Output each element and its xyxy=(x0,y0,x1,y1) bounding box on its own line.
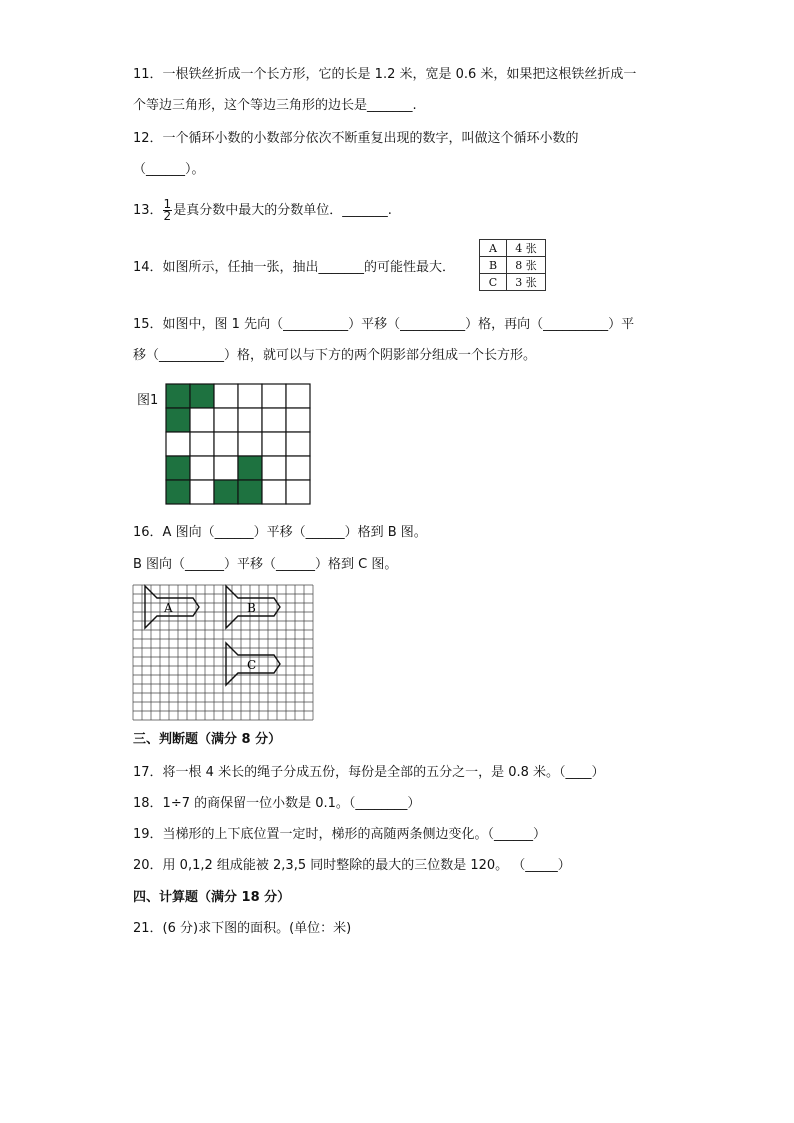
card-label: A xyxy=(480,240,507,257)
card-label: C xyxy=(480,274,507,291)
q12-line1: 12．一个循环小数的小数部分依次不断重复出现的数字，叫做这个循环小数的 xyxy=(133,131,579,146)
grid-cell xyxy=(286,480,310,504)
grid-cell xyxy=(286,408,310,432)
grid-cell xyxy=(166,432,190,456)
shaded-cell xyxy=(166,408,190,432)
grid-cell xyxy=(262,384,286,408)
shape-c-label: C xyxy=(247,658,257,672)
grid-cell xyxy=(286,432,310,456)
grid-cell xyxy=(190,432,214,456)
q13-fraction xyxy=(163,199,173,222)
grid-cell xyxy=(214,384,238,408)
shaded-cell xyxy=(166,384,190,408)
grid-cell xyxy=(262,456,286,480)
q13-text: 是真分数中最大的分数单位．_______. xyxy=(173,203,392,218)
shaded-cell xyxy=(214,480,238,504)
shape-b-label: B xyxy=(247,601,256,615)
section-4-heading: 四、计算题（满分 18 分） xyxy=(133,890,291,905)
shape-a-label: A xyxy=(164,601,173,615)
q13-frac-num: 1 xyxy=(163,197,172,211)
card-count: 8 张 xyxy=(507,257,546,274)
shaded-cell xyxy=(190,384,214,408)
q11-line1: 11．一根铁丝折成一个长方形，它的长是 1.2 米，宽是 0.6 米，如果把这根铁丝折成一 xyxy=(133,67,637,82)
grid-cell xyxy=(238,408,262,432)
grid-cell xyxy=(238,384,262,408)
q21-line: 21．(6 分)求下图的面积。(单位：米) xyxy=(133,921,352,936)
q15-line2: 移（__________）格，就可以与下方的两个阴影部分组成一个长方形。 xyxy=(133,348,537,363)
q12-line2: （______）。 xyxy=(133,162,205,177)
figure-1-grid xyxy=(165,383,315,507)
figure-1-label: 图1 xyxy=(137,393,159,408)
q13-frac-den: 2 xyxy=(163,209,172,223)
q16-line1: 16．A 图向（______）平移（______）格到 B 图。 xyxy=(133,525,427,540)
grid-cell xyxy=(286,456,310,480)
q19-line: 19．当梯形的上下底位置一定时，梯形的高随两条侧边变化。（______） xyxy=(133,827,547,842)
grid-cell xyxy=(214,456,238,480)
grid-cell xyxy=(262,432,286,456)
grid-lines xyxy=(133,585,313,720)
q14-card-table xyxy=(479,239,546,291)
grid-cell xyxy=(286,384,310,408)
translation-grid xyxy=(130,583,320,723)
grid-cell xyxy=(238,432,262,456)
grid-cell xyxy=(190,408,214,432)
table-row xyxy=(480,240,546,257)
table-row xyxy=(480,274,546,291)
shaded-cell xyxy=(166,480,190,504)
q14-line: 14．如图所示，任抽一张，抽出_______的可能性最大． xyxy=(133,260,456,275)
q18-line: 18．1÷7 的商保留一位小数是 0.1。（________） xyxy=(133,796,421,811)
q20-line: 20．用 0,1,2 组成能被 2,3,5 同时整除的最大的三位数是 120。 （_____） xyxy=(133,858,571,873)
q17-line: 17．将一根 4 米长的绳子分成五份，每份是全部的五分之一，是 0.8 米。（____） xyxy=(133,765,605,780)
grid-cell xyxy=(214,408,238,432)
card-count: 4 张 xyxy=(507,240,546,257)
grid-cell xyxy=(190,456,214,480)
q13-prefix: 13． xyxy=(133,203,163,218)
shaded-cell xyxy=(238,480,262,504)
q16-line2: B 图向（______）平移（______）格到 C 图。 xyxy=(133,557,398,572)
q15-line1: 15．如图中，图 1 先向（__________）平移（__________）格，再向（__________）平 xyxy=(133,317,635,332)
card-count: 3 张 xyxy=(507,274,546,291)
section-3-heading: 三、判断题（满分 8 分） xyxy=(133,732,282,747)
q11-line2: 个等边三角形，这个等边三角形的边长是_______. xyxy=(133,98,417,113)
shaded-cell xyxy=(166,456,190,480)
grid-cell xyxy=(190,480,214,504)
grid-cell xyxy=(262,480,286,504)
grid-cell xyxy=(262,408,286,432)
table-row xyxy=(480,257,546,274)
grid-cell xyxy=(214,432,238,456)
shaded-cell xyxy=(238,456,262,480)
card-label: B xyxy=(480,257,507,274)
q13-line xyxy=(133,199,392,222)
